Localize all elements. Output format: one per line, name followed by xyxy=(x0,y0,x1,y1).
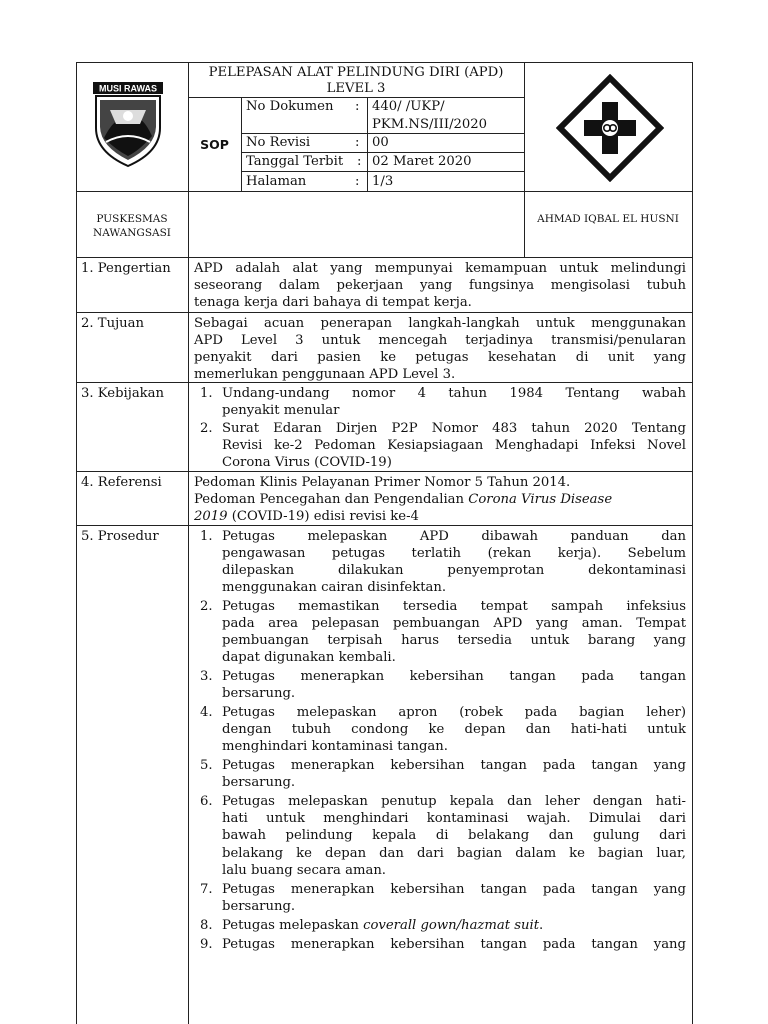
puskesmas-name-line1: PUSKESMAS xyxy=(96,213,168,225)
meta-value-halaman: 1/3 xyxy=(372,174,394,189)
meta-value-no-dokumen-1: 440/ /UKP/ xyxy=(372,99,445,114)
referensi-text-italic: Corona Virus Disease xyxy=(468,492,613,507)
meta-colon-1: : xyxy=(355,99,360,114)
list-item-line xyxy=(222,917,543,934)
list-item-line: Surat Edaran Dirjen P2P Nomor 483 tahun 2020 Tentang xyxy=(222,421,686,436)
list-item-line: belakang ke depan dan dari bagian dalam ke bagian luar, xyxy=(222,846,686,861)
col-divider-right xyxy=(524,62,525,258)
meta-label-halaman: Halaman xyxy=(246,174,307,189)
item-text-normal: Petugas melepaskan xyxy=(222,918,364,933)
col-divider-left xyxy=(188,62,189,1024)
sop-title-line1: PELEPASAN ALAT PELINDUNG DIRI (APD) xyxy=(208,65,504,80)
meta-divider xyxy=(367,97,368,191)
section-label-tujuan: 2. Tujuan xyxy=(81,316,145,331)
logo-text: MUSI RAWAS xyxy=(98,83,158,94)
list-item-line: Undang-undang nomor 4 tahun 1984 Tentang wabah xyxy=(222,386,686,401)
puskesmas-row-bottom xyxy=(76,257,693,258)
referensi-text-italic: 2019 xyxy=(194,509,228,524)
list-number: 1. xyxy=(200,529,213,544)
tujuan-line: Sebagai acuan penerapan langkah-langkah untuk menggunakan xyxy=(194,316,686,331)
list-item-line: Petugas menerapkan kebersihan tangan pada tangan yang xyxy=(222,882,686,897)
table-right-border xyxy=(692,62,693,1024)
list-item-line: dilepaskan dilakukan penyemprotan dekontaminasi xyxy=(222,563,686,578)
list-item-line: hati untuk menghindari kontaminasi wajah. Dimulai dari xyxy=(222,811,686,826)
tujuan-line: APD Level 3 untuk mencegah terjadinya transmisi/penularan xyxy=(194,333,686,348)
list-item-line: Petugas menerapkan kebersihan tangan pada tangan xyxy=(222,669,686,684)
list-item-line: menggunakan cairan disinfektan. xyxy=(222,580,447,595)
list-item-line: Petugas menerapkan kebersihan tangan pada tangan yang xyxy=(222,758,686,773)
pengertian-line: seseorang dalam pekerjaan yang fungsinya mengisolasi tubuh xyxy=(194,278,686,293)
puskesmas-name-line2: NAWANGSASI xyxy=(93,227,171,239)
tujuan-line: memerlukan penggunaan APD Level 3. xyxy=(194,367,456,382)
list-item-line: Revisi ke-2 Pedoman Kesiapsiagaan Menghadapi Infeksi Novel xyxy=(222,438,686,453)
table-top-border xyxy=(76,62,693,63)
kebijakan-bottom xyxy=(76,471,693,472)
list-number: 7. xyxy=(200,882,213,897)
referensi-line xyxy=(194,491,612,508)
sop-top xyxy=(188,97,241,98)
list-item-line: dengan tubuh condong ke depan dan hati-hati untuk xyxy=(222,722,686,737)
meta-colon-2: : xyxy=(355,135,360,150)
referensi-line xyxy=(194,508,419,525)
signatory-name: AHMAD IQBAL EL HUSNI xyxy=(537,213,679,225)
list-item-line: Petugas melepaskan APD dibawah panduan dan xyxy=(222,529,686,544)
musi-rawas-logo xyxy=(90,80,166,170)
list-item-line: dapat digunakan kembali. xyxy=(222,650,396,665)
list-number: 2. xyxy=(200,599,213,614)
list-item-line: menghindari kontaminasi tangan. xyxy=(222,739,448,754)
list-item-line: pembuangan terpisah harus tersedia untuk barang yang xyxy=(222,633,686,648)
referensi-bottom xyxy=(76,525,693,526)
tujuan-line: penyakit dari pasien ke petugas kesehatan di unit yang xyxy=(194,350,686,365)
referensi-line: Pedoman Klinis Pelayanan Primer Nomor 5 Tahun 2014. xyxy=(194,475,571,490)
sop-title-line2: LEVEL 3 xyxy=(326,81,386,96)
list-item-line: Petugas melepaskan penutup kepala dan leher dengan hati- xyxy=(222,794,686,809)
list-number: 5. xyxy=(200,758,213,773)
list-number: 6. xyxy=(200,794,213,809)
meta-label-no-dokumen: No Dokumen xyxy=(246,99,334,114)
puskesmas-logo xyxy=(556,74,664,182)
meta-label-tanggal-terbit: Tanggal Terbit xyxy=(246,154,344,169)
list-item-line: lalu buang secara aman. xyxy=(222,863,387,878)
list-number: 3. xyxy=(200,669,213,684)
referensi-text-normal: (COVID-19) edisi revisi ke-4 xyxy=(227,509,419,524)
list-item-line: Corona Virus (COVID-19) xyxy=(222,455,392,470)
meta-value-tanggal-terbit: 02 Maret 2020 xyxy=(372,154,472,169)
section-label-kebijakan: 3. Kebijakan xyxy=(81,386,165,401)
list-item-line: bersarung. xyxy=(222,899,296,914)
pengertian-line: tenaga kerja dari bahaya di tempat kerja. xyxy=(194,295,472,310)
table-left-border xyxy=(76,62,77,1024)
item-text-period: . xyxy=(539,918,544,933)
pengertian-line: APD adalah alat yang mempunyai kemampuan untuk melindungi xyxy=(194,261,686,276)
list-item-line: Petugas memastikan tersedia tempat sampah infeksius xyxy=(222,599,686,614)
meta-value-no-dokumen-2: PKM.NS/III/2020 xyxy=(372,117,488,132)
header-row-bottom xyxy=(76,191,693,192)
meta-row3 xyxy=(241,171,525,172)
list-number: 8. xyxy=(200,918,213,933)
section-label-referensi: 4. Referensi xyxy=(81,475,162,490)
list-number: 9. xyxy=(200,937,213,952)
list-item-line: Petugas melepaskan apron (robek pada bagian leher) xyxy=(222,705,686,720)
list-item-line: pada area pelepasan pembuangan APD yang aman. Tempat xyxy=(222,616,686,631)
section-label-pengertian: 1. Pengertian xyxy=(81,261,171,276)
list-number: 4. xyxy=(200,705,213,720)
list-item-line: bersarung. xyxy=(222,686,296,701)
meta-colon-4: : xyxy=(355,174,360,189)
list-item-line: Petugas menerapkan kebersihan tangan pada tangan yang xyxy=(222,937,686,952)
list-item-line: penyakit menular xyxy=(222,403,340,418)
list-item-line: pengawasan petugas terlatih (rekan kerja). Sebelum xyxy=(222,546,686,561)
list-number: 2. xyxy=(200,421,213,436)
meta-label-no-revisi: No Revisi xyxy=(246,135,311,150)
meta-value-no-revisi: 00 xyxy=(372,135,389,150)
list-item-line: bawah pelindung kepala di belakang dan gulung dari xyxy=(222,828,686,843)
section-label-prosedur: 5. Prosedur xyxy=(81,529,159,544)
meta-colon-3: : xyxy=(357,154,362,169)
referensi-text-normal: Pedoman Pencegahan dan Pengendalian xyxy=(194,492,469,507)
list-item-line: bersarung. xyxy=(222,775,296,790)
sop-divider xyxy=(241,97,242,191)
pengertian-bottom xyxy=(76,312,693,313)
item-text-italic: coverall gown/hazmat suit xyxy=(363,918,540,933)
list-number: 1. xyxy=(200,386,213,401)
sop-label: SOP xyxy=(200,137,229,152)
